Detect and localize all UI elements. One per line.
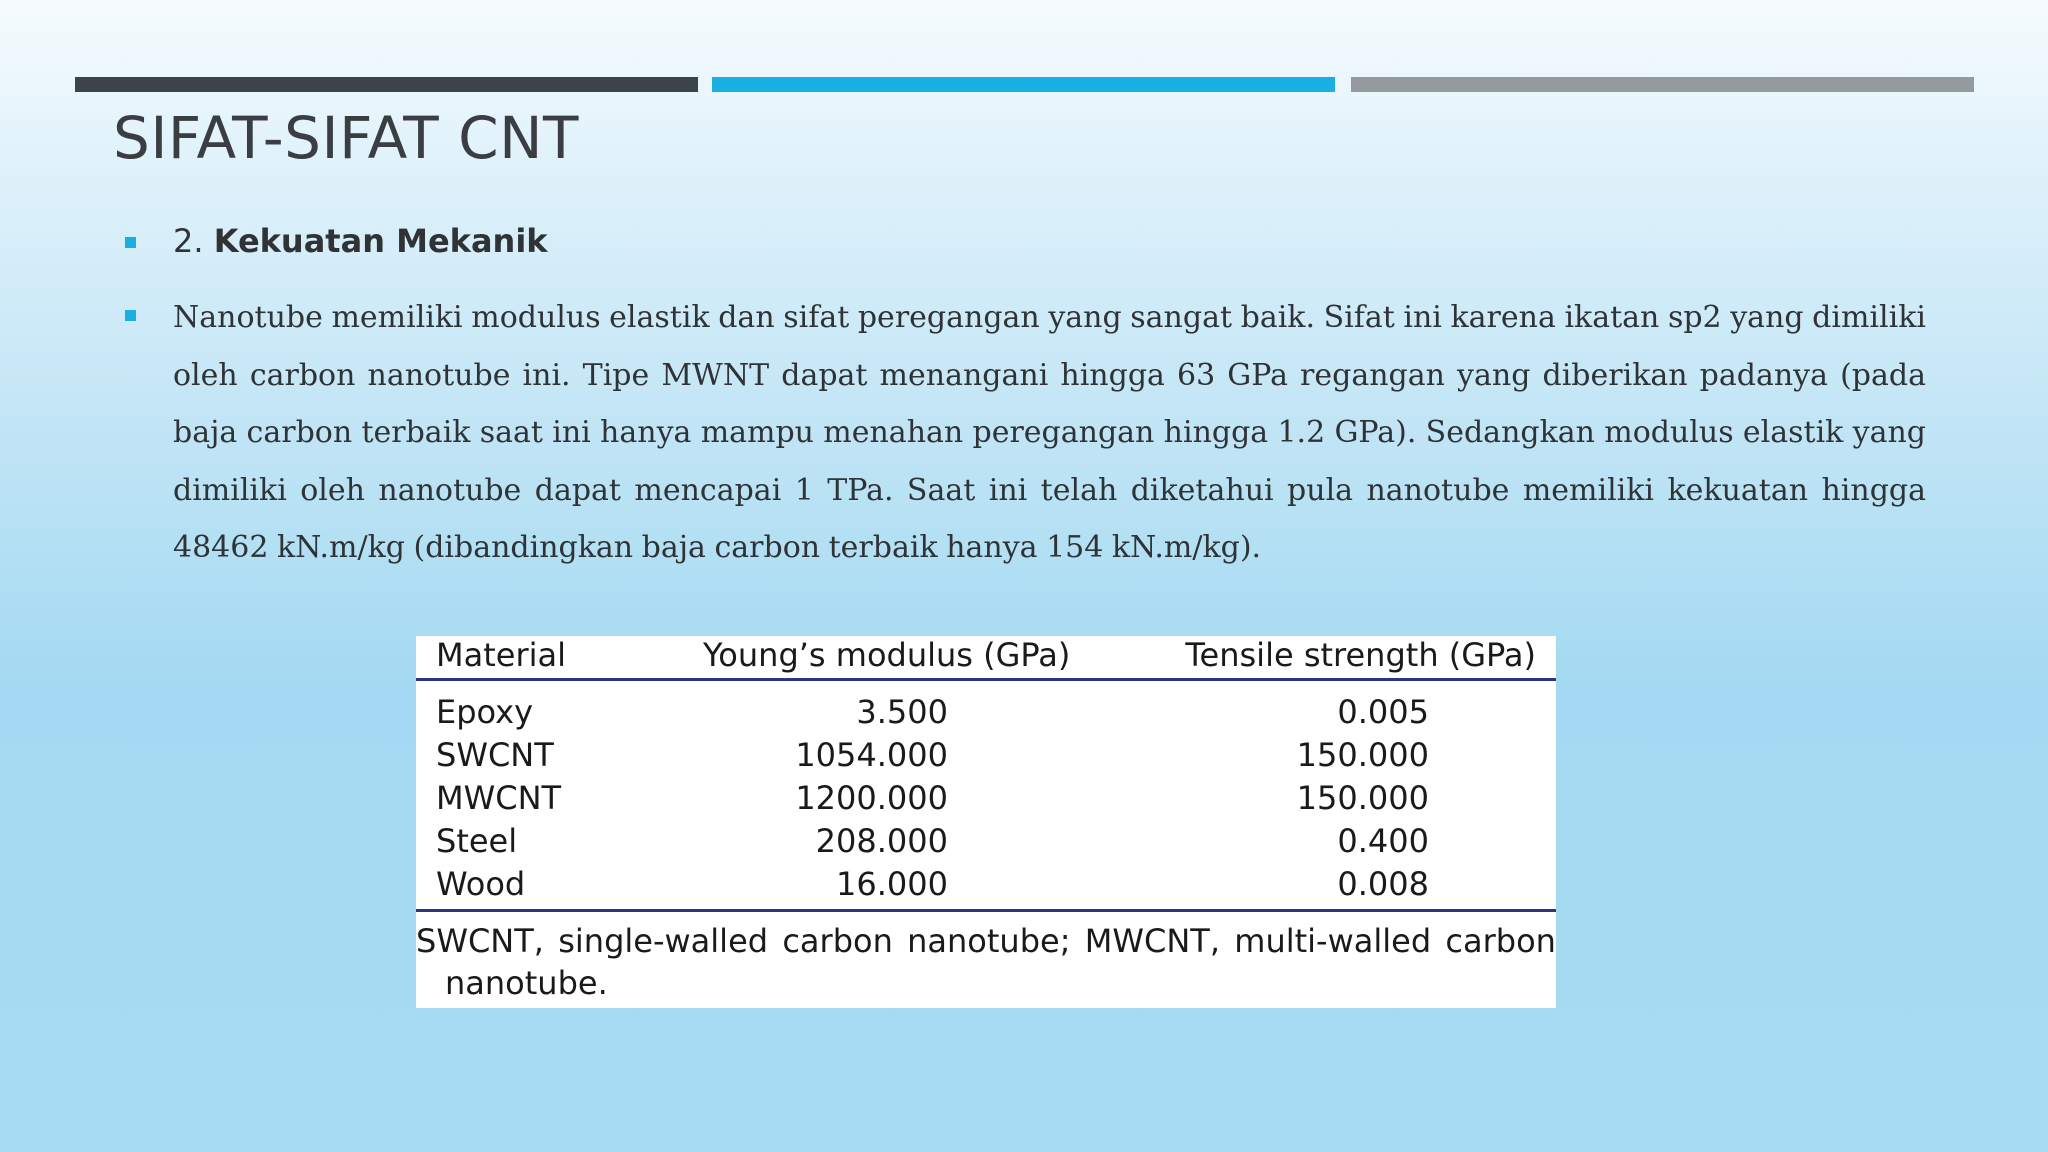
footnote-line-1 bbox=[416, 920, 1556, 962]
bullet-square-icon bbox=[125, 237, 136, 248]
cell-material: Wood bbox=[436, 865, 526, 903]
footnote-word: single-walled bbox=[558, 922, 769, 960]
cell-youngs-modulus: 1200.000 bbox=[795, 779, 948, 817]
table-row bbox=[416, 734, 1556, 777]
table-row bbox=[416, 691, 1556, 734]
cell-youngs-modulus: 1054.000 bbox=[795, 736, 948, 774]
footnote-word: MWCNT, bbox=[1084, 922, 1220, 960]
properties-table bbox=[416, 636, 1556, 1008]
cell-tensile-strength: 0.008 bbox=[1337, 865, 1429, 903]
table-footnote bbox=[416, 920, 1556, 1004]
cell-youngs-modulus: 16.000 bbox=[836, 865, 948, 903]
cell-material: SWCNT bbox=[436, 736, 554, 774]
footnote-word: carbon bbox=[1445, 922, 1556, 960]
cell-youngs-modulus: 208.000 bbox=[815, 822, 948, 860]
cell-material: MWCNT bbox=[436, 779, 562, 817]
table-bottom-rule bbox=[416, 909, 1556, 912]
heading-bold-text: Kekuatan Mekanik bbox=[213, 222, 548, 260]
slide-title: SIFAT-SIFAT CNT bbox=[113, 104, 579, 172]
accent-bar-gray bbox=[1351, 77, 1974, 92]
cell-tensile-strength: 0.005 bbox=[1337, 693, 1429, 731]
accent-bar-dark bbox=[75, 77, 698, 92]
footnote-word: nanotube; bbox=[907, 922, 1071, 960]
footnote-line-2: nanotube. bbox=[445, 964, 608, 1002]
table-header-youngs-modulus: Young’s modulus (GPa) bbox=[703, 636, 1071, 674]
table-header-tensile-strength: Tensile strength (GPa) bbox=[1185, 636, 1536, 674]
table-top-rule bbox=[416, 678, 1556, 681]
footnote-word: multi-walled bbox=[1234, 922, 1432, 960]
cell-material: Steel bbox=[436, 822, 518, 860]
cell-tensile-strength: 150.000 bbox=[1296, 736, 1429, 774]
bullet-square-icon bbox=[125, 310, 136, 321]
section-heading bbox=[173, 222, 548, 260]
cell-youngs-modulus: 3.500 bbox=[856, 693, 948, 731]
heading-number: 2. bbox=[173, 222, 214, 260]
table-row bbox=[416, 863, 1556, 906]
cell-tensile-strength: 0.400 bbox=[1337, 822, 1429, 860]
table-row bbox=[416, 777, 1556, 820]
table-header-material: Material bbox=[436, 636, 566, 674]
cell-tensile-strength: 150.000 bbox=[1296, 779, 1429, 817]
table-row bbox=[416, 820, 1556, 863]
body-paragraph: Nanotube memiliki modulus elastik dan sifat peregangan yang sangat baik. Sifat ini karena ikatan sp2 yang dimiliki oleh carbon nanotube ini. Tipe MWNT dapat menangani hingga 63 GPa regangan yang diberikan padanya (pada baja carbon terbaik saat ini hanya mampu menahan peregangan hingga 1.2 GPa). Sedangkan modulus elastik yang dimiliki oleh nanotube dapat mencapai 1 TPa. Saat ini telah diketahui pula nanotube memiliki kekuatan hingga 48462 kN.m/kg (dibandingkan baja carbon terbaik hanya 154 kN.m/kg). bbox=[173, 300, 1926, 565]
accent-bar-blue bbox=[712, 77, 1335, 92]
footnote-word: carbon bbox=[782, 922, 893, 960]
cell-material: Epoxy bbox=[436, 693, 533, 731]
footnote-word: SWCNT, bbox=[416, 922, 544, 960]
